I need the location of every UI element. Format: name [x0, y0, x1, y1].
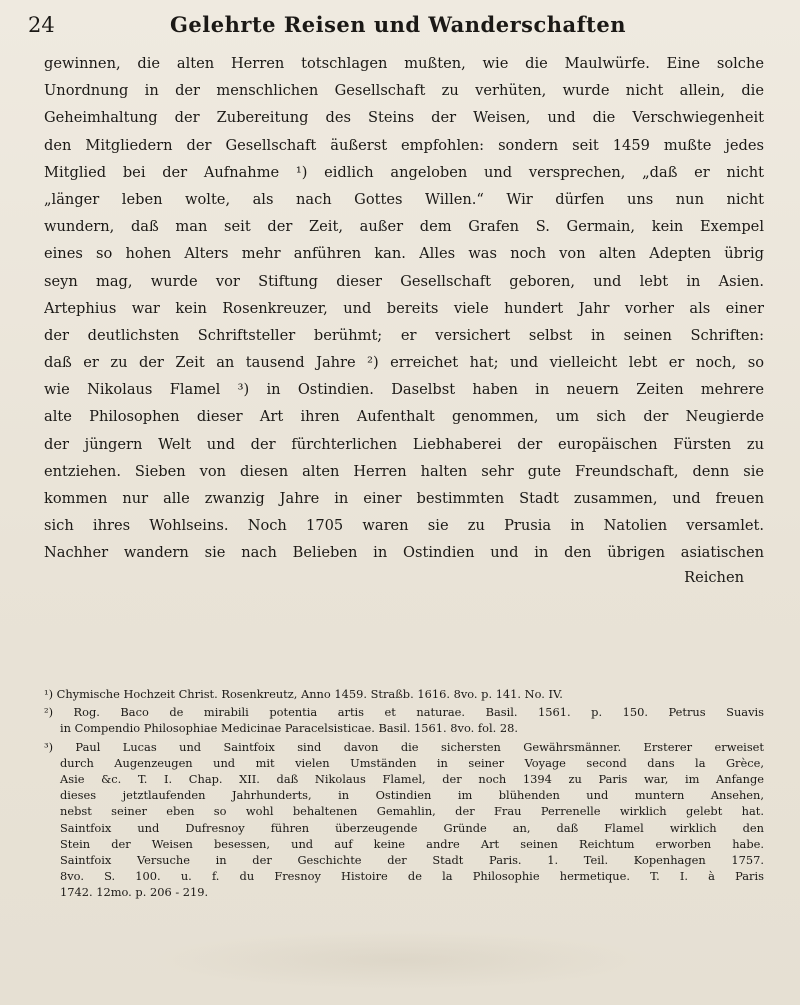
text-line: der deutlichsten Schriftsteller berühmt; er versichert selbst in seinen Schriften: [44, 326, 764, 344]
footnote-1 [44, 686, 764, 702]
footnote-line: 1742. 12mo. p. 206 - 219. [60, 885, 209, 900]
text-line: den Mitgliedern der Gesellschaft äußerst empfohlen: sondern seit 1459 mußte jedes [44, 136, 764, 154]
text-line: Mitglied bei der Aufnahme ¹) eidlich angeloben und versprechen, „daß er nicht [44, 163, 764, 181]
footnote-line: ¹) Chymische Hochzeit Christ. Rosenkreutz, Anno 1459. Straßb. 1616. 8vo. p. 141. No. IV. [44, 687, 563, 701]
footnote-line: ³) Paul Lucas und Saintfoix sind davon die sichersten Gewährsmänner. Ersterer erweiset [44, 739, 764, 754]
text-line: alte Philosophen dieser Art ihren Aufenthalt genommen, um sich der Neugierde [44, 408, 764, 426]
footnote-line: nebst seiner eben so wohl behaltenen Gemahlin, der Frau Perrenelle wirklich gelebt hat. [60, 804, 764, 819]
footnote-line: Asie &c. T. I. Chap. XII. daß Nikolaus Flamel, der noch 1394 zu Paris war, im Anfange [60, 771, 764, 786]
main-text [44, 50, 764, 589]
text-line: Artephius war kein Rosenkreuzer, und bereits viele hundert Jahr vorher als einer [44, 299, 764, 317]
catchword: Reichen [684, 568, 744, 586]
footnote-line: Saintfoix Versuche in der Geschichte der Stadt Paris. 1. Teil. Kopenhagen 1757. [60, 852, 764, 867]
text-line: gewinnen, die alten Herren totschlagen mußten, wie die Maulwürfe. Eine solche [44, 55, 764, 72]
footnote-2 [44, 704, 764, 736]
text-line: „länger leben wolte, als nach Gottes Willen.“ Wir dürfen uns nun nicht [44, 190, 764, 208]
running-head: Gelehrte Reisen und Wanderschaften [169, 12, 626, 37]
text-line: wie Nikolaus Flamel ³) in Ostindien. Daselbst haben in neuern Zeiten mehrere [44, 381, 764, 399]
text-line: Geheimhaltung der Zubereitung des Steins der Weisen, und die Verschwiegenheit [44, 109, 764, 127]
text-line: kommen nur alle zwanzig Jahre in einer bestimmten Stadt zusammen, und freuen [44, 490, 764, 507]
text-line: eines so hohen Alters mehr anführen kan. Alles was noch von alten Adepten übrig [44, 245, 764, 263]
footnote-line: ²) Rog. Baco de mirabili potentia artis et naturae. Basil. 1561. p. 150. Petrus Suavis [44, 705, 764, 720]
text-line: der jüngern Welt und der fürchterlichen Liebhaberei der europäischen Fürsten zu [44, 435, 764, 453]
footnote-line: durch Augenzeugen und mit vielen Umständen in seiner Voyage second dans la Grèce, [60, 755, 764, 770]
text-line: wundern, daß man seit der Zeit, außer dem Grafen S. Germain, kein Exempel [44, 218, 764, 236]
footnote-line: 8vo. S. 100. u. f. du Fresnoy Histoire de la Philosophie hermetique. T. I. à Paris [60, 869, 764, 884]
text-line: seyn mag, wurde vor Stiftung dieser Gesellschaft geboren, und lebt in Asien. [44, 272, 764, 290]
footnotes [44, 686, 764, 900]
text-line: sich ihres Wohlseins. Noch 1705 waren sie zu Prusia in Natolien versamlet. [44, 517, 764, 535]
text-line: Unordnung in der menschlichen Gesellschaft zu verhüten, wurde nicht allein, die [44, 82, 764, 100]
footnote-line: Stein der Weisen besessen, und auf keine andre Art seinen Reichtum erworben habe. [60, 836, 764, 851]
text-line: Nachher wandern sie nach Belieben in Ostindien und in den übrigen asiatischen [44, 544, 764, 562]
text-line: entziehen. Sieben von diesen alten Herren halten sehr gute Freundschaft, denn sie [44, 462, 764, 480]
footnote-line: in Compendio Philosophiae Medicinae Paracelsisticae. Basil. 1561. 8vo. fol. 28. [60, 721, 518, 736]
footnote-3 [44, 739, 764, 901]
footnote-line: dieses jetztlaufenden Jahrhunderts, in Ostindien im blühenden und muntern Ansehen, [60, 788, 764, 803]
footnote-line: Saintfoix und Dufresnoy führen überzeugende Gründe an, daß Flamel wirklich den [60, 820, 764, 835]
page-number: 24 [28, 13, 55, 37]
text-line: daß er zu der Zeit an tausend Jahre ²) erreichet hat; und vielleicht lebt er noch, so [44, 354, 764, 372]
page-header [28, 10, 768, 40]
paper-stain [150, 930, 650, 990]
